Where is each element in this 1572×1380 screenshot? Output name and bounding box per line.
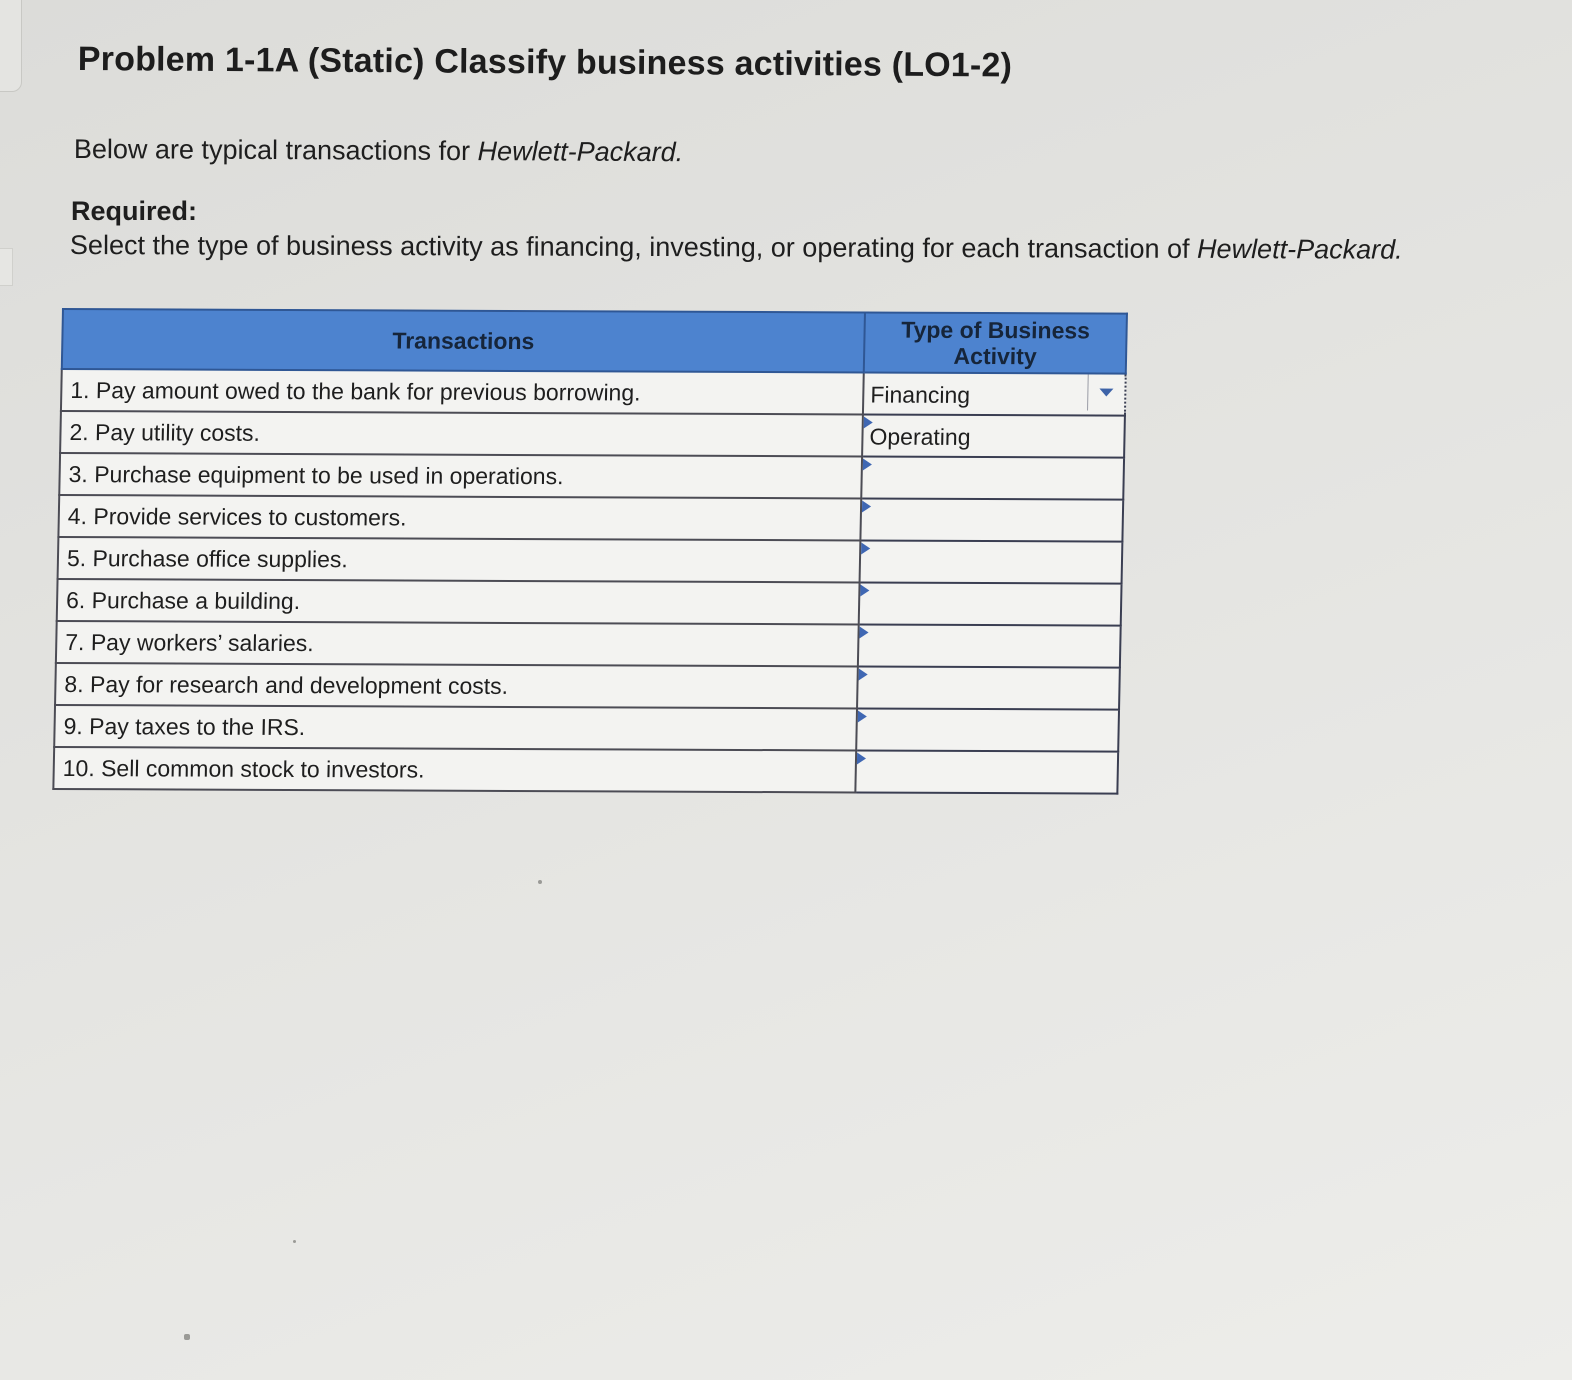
- header-type-line2: Activity: [953, 342, 1037, 370]
- table-row: [55, 663, 1120, 710]
- transaction-description: 1. Pay amount owed to the bank for previous borrowing.: [61, 369, 864, 414]
- cell-flag-icon: [857, 752, 866, 764]
- side-marker: [0, 248, 13, 286]
- table-header-row: [62, 309, 1127, 374]
- table-row: [54, 705, 1119, 752]
- transaction-description: 10. Sell common stock to investors.: [53, 747, 856, 792]
- transaction-description: 5. Purchase office supplies.: [58, 537, 861, 582]
- table-row: [58, 537, 1123, 584]
- table-row: [56, 621, 1121, 668]
- cell-flag-icon: [860, 584, 869, 596]
- transaction-description: 3. Purchase equipment to be used in operations.: [59, 453, 862, 498]
- cell-flag-icon: [859, 626, 868, 638]
- intro-company: Hewlett-Packard.: [477, 136, 684, 168]
- activity-select-8[interactable]: [857, 666, 1120, 709]
- instruction-text: [70, 230, 1403, 266]
- activity-select-10[interactable]: [855, 750, 1118, 793]
- header-transactions: Transactions: [62, 309, 865, 372]
- transaction-description: 7. Pay workers’ salaries.: [56, 621, 859, 666]
- activity-select-1[interactable]: [863, 372, 1126, 415]
- instruction-prefix: Select the type of business activity as financing, investing, or operating for each transaction of: [69, 230, 1198, 264]
- cell-flag-icon: [859, 668, 868, 680]
- activity-select-3[interactable]: [861, 456, 1124, 499]
- transactions-table-wrapper: [52, 308, 1128, 795]
- problem-title: Problem 1-1A (Static) Classify business activities (LO1-2): [77, 40, 1013, 85]
- table-row: [58, 495, 1123, 542]
- cell-flag-icon: [862, 500, 871, 512]
- activity-select-9[interactable]: [856, 708, 1119, 751]
- transaction-description: 8. Pay for research and development costs.: [55, 663, 858, 708]
- transaction-description: 9. Pay taxes to the IRS.: [54, 705, 857, 750]
- required-label: Required:: [71, 196, 198, 226]
- cell-flag-icon: [861, 542, 870, 554]
- cell-flag-icon: [858, 710, 867, 722]
- table-row: [60, 411, 1125, 458]
- instruction-company: Hewlett-Packard.: [1197, 233, 1403, 265]
- header-type-of-activity: [864, 313, 1127, 374]
- transaction-description: 2. Pay utility costs.: [60, 411, 863, 456]
- side-panel-tab[interactable]: [0, 0, 22, 92]
- table-row: [57, 579, 1122, 626]
- activity-select-value: Financing: [870, 381, 971, 408]
- table-row: [59, 453, 1124, 500]
- activity-select-7[interactable]: [858, 624, 1121, 667]
- activity-select-2[interactable]: [862, 414, 1125, 457]
- activity-select-5[interactable]: [860, 540, 1123, 583]
- intro-prefix: Below are typical transactions for: [73, 134, 478, 167]
- dropdown-button[interactable]: [1087, 374, 1125, 410]
- activity-select-value: Operating: [869, 423, 971, 450]
- table-row: [61, 369, 1126, 416]
- transaction-description: 4. Provide services to customers.: [58, 495, 861, 540]
- screen-speck: [293, 1240, 296, 1243]
- header-type-line1: Type of Business: [901, 316, 1091, 344]
- dropdown-arrow-icon: [1099, 389, 1113, 397]
- transactions-table: [52, 308, 1128, 795]
- transaction-description: 6. Purchase a building.: [57, 579, 860, 624]
- intro-text: [74, 134, 683, 168]
- cell-flag-icon: [863, 458, 872, 470]
- screen-speck: [538, 880, 542, 884]
- activity-select-6[interactable]: [859, 582, 1122, 625]
- table-row: [53, 747, 1118, 794]
- activity-select-4[interactable]: [860, 498, 1123, 541]
- screen-speck: [184, 1334, 190, 1340]
